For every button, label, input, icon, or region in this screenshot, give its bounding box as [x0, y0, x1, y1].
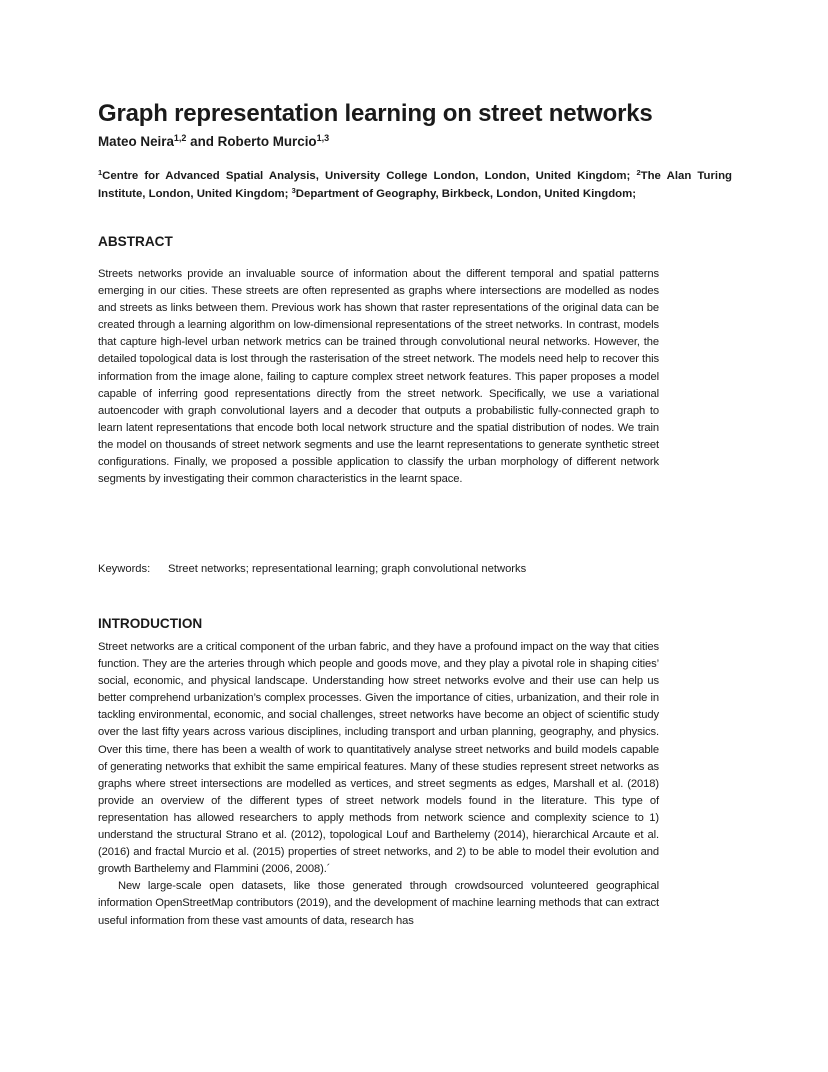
abstract-heading: ABSTRACT — [98, 234, 173, 249]
author-affiliation-marker: 1,2 — [173, 133, 187, 143]
abstract-body: Streets networks provide an invaluable source of information about the different temporal and spatial patterns emerging in our cities. These streets are often represented as graphs where intersections are modelled as nodes and streets as links between them. Previous work has shown that raster representations of the original data can be created through a learning algorithm on low-dimensional representations of the street networks. In contrast, models that capture high-level urban network metrics can be trained through convolutional neural networks. However, the detailed topological data is lost through the rasterisation of the street network. The models need help to recover this information from the image alone, failing to capture complex street network features. This paper proposes a model capable of inferring good representations directly from the street network. Specifically, we use a variational autoencoder with graph convolutional layers and a decoder that outputs a probabilistic fully-connected graph to learn latent representations that encode both local network structure and the spatial distribution of nodes. We train the model on thousands of street network segments and use the learnt representations to generate synthetic street configurations. Finally, we proposed a possible application to classify the urban morphology of different network segments by investigating their common characteristics in the learnt space. — [98, 268, 659, 486]
affiliation-text: The Alan Turing Institute, London, United Kingdom; — [98, 170, 732, 200]
affiliation-text: Centre for Advanced Spatial Analysis, University College London, London, United Kingdom; — [102, 170, 637, 182]
keywords-line — [98, 561, 698, 578]
affiliation-marker: 3 — [291, 186, 296, 195]
author-conjunction: and — [186, 134, 218, 149]
affiliation-marker: 1 — [98, 168, 103, 177]
introduction-heading: INTRODUCTION — [98, 616, 203, 631]
affiliation-marker: 2 — [636, 168, 641, 177]
affiliation-text: Department of Geography, Birkbeck, London, United Kingdom; — [295, 188, 637, 200]
author-name: Roberto Murcio — [217, 134, 317, 149]
author-name: Mateo Neira — [98, 134, 174, 149]
introduction-body — [98, 639, 659, 930]
affiliations — [98, 167, 732, 203]
keywords-label: Keywords: — [98, 563, 151, 575]
author-affiliation-marker: 1,3 — [316, 133, 330, 143]
introduction-paragraph: Street networks are a critical component of the urban fabric, and they have a profound impact on the way that cities function. They are the arteries through which people and goods move, and they play a pivotal role in shaping cities’ social, economic, and physical landscape. Understanding how street networks evolve and their use can help us better comprehend urbanization’s complex processes. Given the importance of cities, urbanization, and their role in tackling environmental, economic, and social challenges, street networks have become an object of scientific study over the last fifty years across various disciplines, including transport and urban planning, geography, and physics. Over this time, there has been a wealth of work to quantitatively analyse street networks and build models capable of generating networks that exhibit the same empirical features. Many of these studies represent street networks as graphs where street intersections are modelled as vertices, and street segments as edges, Marshall et al. (2018) provide an overview of the different types of street network models found in the literature. This type of representation has allowed researchers to apply methods from network science and complexity science to 1) understand the structural Strano et al. (2012), topological Louf and Barthelemy (2014), hierarchical Arcaute et al. (2016) and fractal Murcio et al. (2015) properties of street networks, and 2) to be able to model their evolution and growth Barthelemy and Flammini (2006, 2008).´ — [98, 641, 659, 876]
author-list — [98, 132, 748, 152]
keywords-text: Street networks; representational learning; graph convolutional networks — [168, 563, 527, 575]
paper-title: Graph representation learning on street networks — [98, 100, 653, 127]
introduction-paragraph: New large-scale open datasets, like those generated through crowdsourced volunteered geographical information OpenStreetMap contributors (2019), and the development of machine learning methods that can extract useful information from these vast amounts of data, research has — [98, 880, 659, 927]
